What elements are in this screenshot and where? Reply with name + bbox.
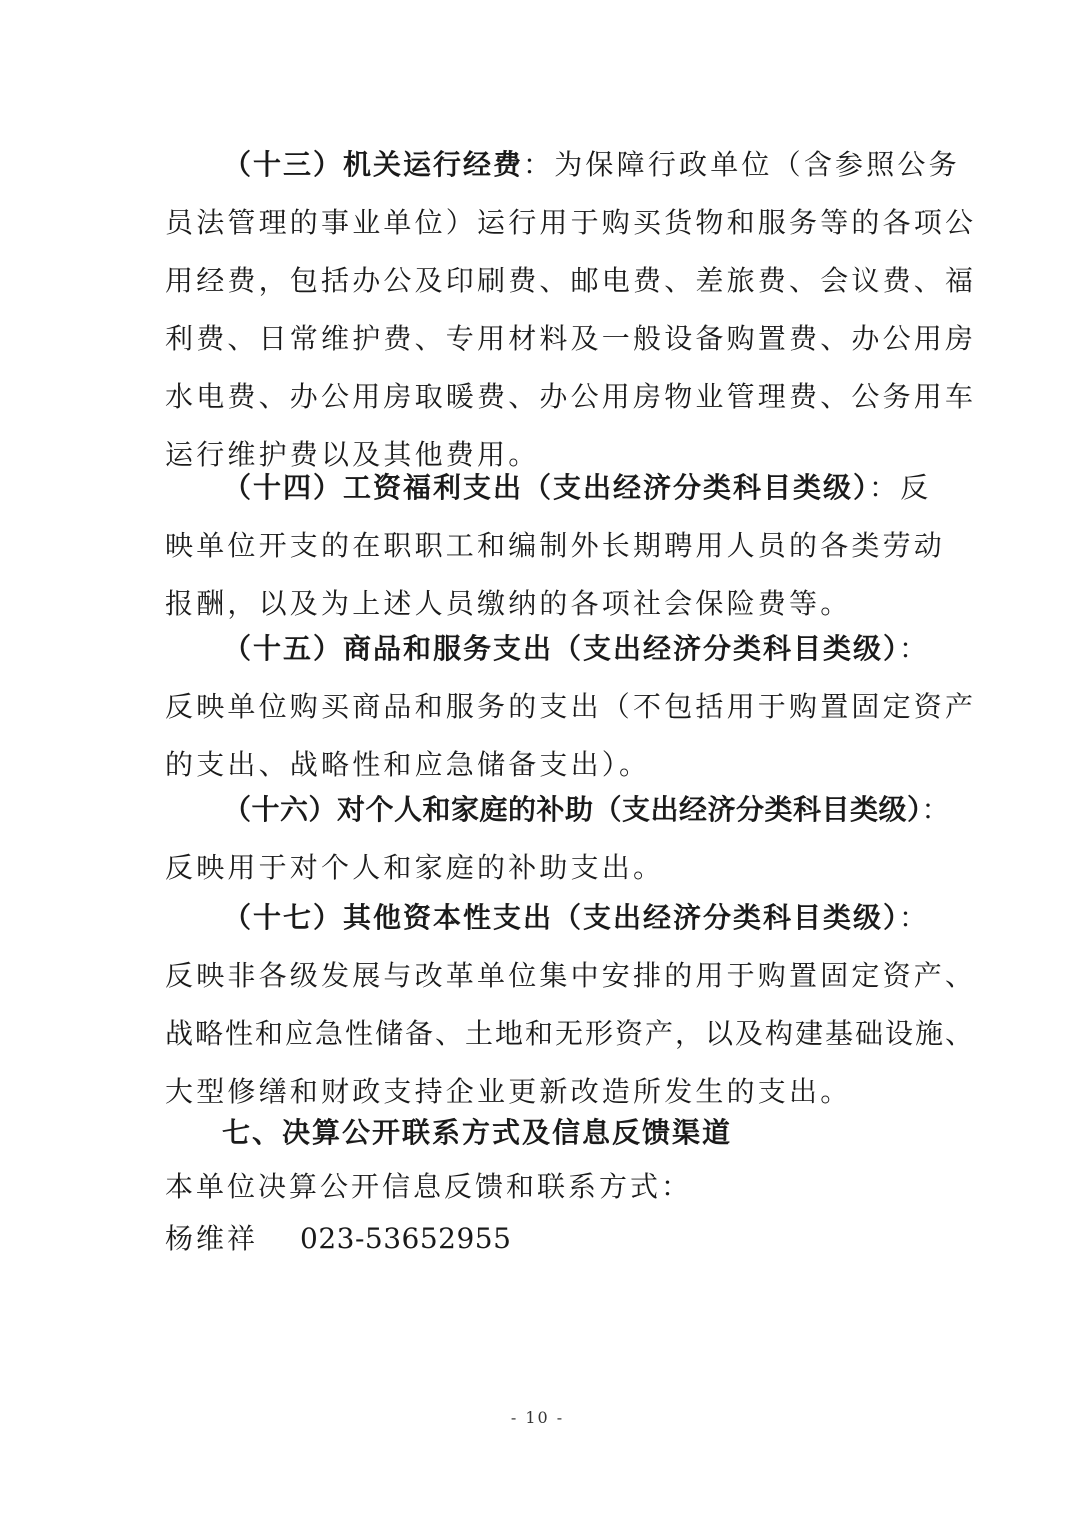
- paragraph-line: 利费、日常维护费、专用材料及一般设备购置费、办公用房: [165, 322, 977, 355]
- paragraph-line: 反映单位购买商品和服务的支出（不包括用于购置固定资产: [165, 690, 977, 723]
- paragraph-line: [165, 781, 951, 839]
- paragraph-line: 反映非各级发展与改革单位集中安排的用于购置固定资产、: [165, 959, 977, 992]
- section-15: [165, 620, 977, 794]
- paragraph-line: [165, 459, 932, 517]
- paragraph-line: 映单位开支的在职职工和编制外长期聘用人员的各类劳动: [165, 529, 946, 562]
- contact-name: 杨维祥: [165, 1222, 259, 1255]
- contact-intro: 本单位决算公开信息反馈和联系方式：: [165, 1170, 693, 1203]
- section-16: [165, 781, 951, 897]
- section-14: [165, 459, 946, 633]
- paragraph-line: 大型修缮和财政支持企业更新改造所发生的支出。: [165, 1075, 852, 1108]
- section-term: （十三）机关运行经费: [223, 148, 524, 181]
- section-text: ：反: [869, 471, 932, 504]
- paragraph-line: [165, 889, 931, 947]
- paragraph-line: 战略性和应急性储备、土地和无形资产，以及构建基础设施、: [165, 1017, 976, 1050]
- contact-phone: 023-53652955: [300, 1222, 512, 1255]
- section-17: [165, 889, 977, 1121]
- paragraph-line: 反映用于对个人和家庭的补助支出。: [165, 851, 665, 884]
- paragraph-line: [165, 136, 960, 194]
- paragraph-line: 水电费、办公用房取暖费、办公用房物业管理费、公务用车: [165, 380, 977, 413]
- section-13: [165, 136, 977, 484]
- paragraph-line: 用经费，包括办公及印刷费、邮电费、差旅费、会议费、福: [165, 264, 977, 297]
- section-term: （十四）工资福利支出（支出经济分类科目类级）: [223, 471, 870, 504]
- page-number: - 10 -: [510, 1408, 565, 1427]
- paragraph-line: [165, 620, 931, 678]
- section-term: （十六）对个人和家庭的补助（支出经济分类科目类级）: [223, 793, 922, 826]
- paragraph-line: 员法管理的事业单位）运行用于购买货物和服务等的各项公: [165, 206, 977, 239]
- contact-line: [165, 1213, 511, 1265]
- paragraph-line: 的支出、战略性和应急储备支出）。: [165, 748, 651, 781]
- section-heading: 七、决算公开联系方式及信息反馈渠道: [222, 1116, 733, 1149]
- section-text: ：为保障行政单位（含参照公务: [523, 148, 960, 181]
- section-text: ：: [899, 632, 931, 665]
- section-text: ：: [899, 901, 931, 934]
- section-term: （十七）其他资本性支出（支出经济分类科目类级）: [223, 901, 900, 934]
- paragraph-line: 运行维护费以及其他费用。: [165, 438, 540, 471]
- paragraph-line: 报酬，以及为上述人员缴纳的各项社会保险费等。: [165, 587, 852, 620]
- section-text: ：: [921, 793, 951, 826]
- section-term: （十五）商品和服务支出（支出经济分类科目类级）: [223, 632, 900, 665]
